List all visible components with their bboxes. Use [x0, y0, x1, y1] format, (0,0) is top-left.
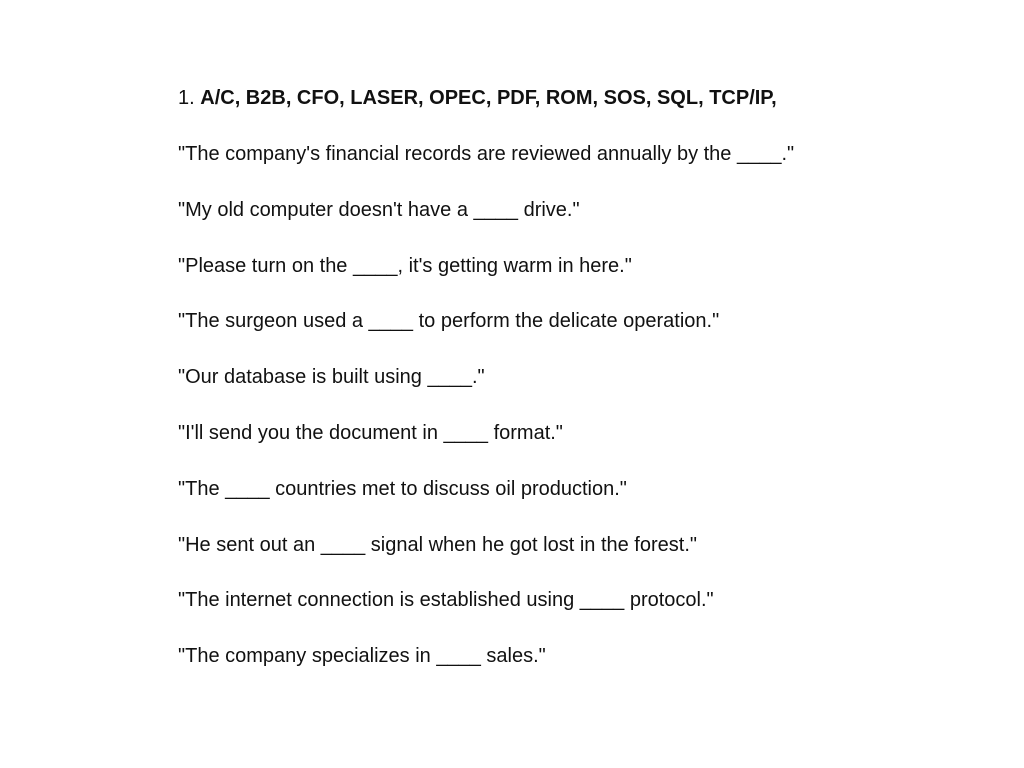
sentence-item: "I'll send you the document in ____ format." — [178, 421, 563, 444]
document-page — [178, 84, 978, 698]
sentence-item: "The internet connection is established using ____ protocol." — [178, 589, 714, 612]
sentence-item: "Please turn on the ____, it's getting warm in here." — [178, 254, 632, 277]
sentence-item: "The surgeon used a ____ to perform the delicate operation." — [178, 310, 720, 333]
sentence-item: "My old computer doesn't have a ____ drive." — [178, 198, 580, 221]
exercise-heading — [178, 84, 978, 112]
exercise-terms: A/C, B2B, CFO, LASER, OPEC, PDF, ROM, SOS, SQL, TCP/IP, — [200, 87, 777, 109]
sentence-item: "The company's financial records are reviewed annually by the ____." — [178, 143, 795, 165]
sentence-item: "The company specializes in ____ sales." — [178, 645, 546, 668]
sentence-item: "He sent out an ____ signal when he got lost in the forest." — [178, 533, 697, 556]
exercise-number: 1. — [178, 87, 195, 109]
sentence-item: "The ____ countries met to discuss oil production." — [178, 477, 627, 500]
sentence-item: "Our database is built using ____." — [178, 366, 485, 389]
